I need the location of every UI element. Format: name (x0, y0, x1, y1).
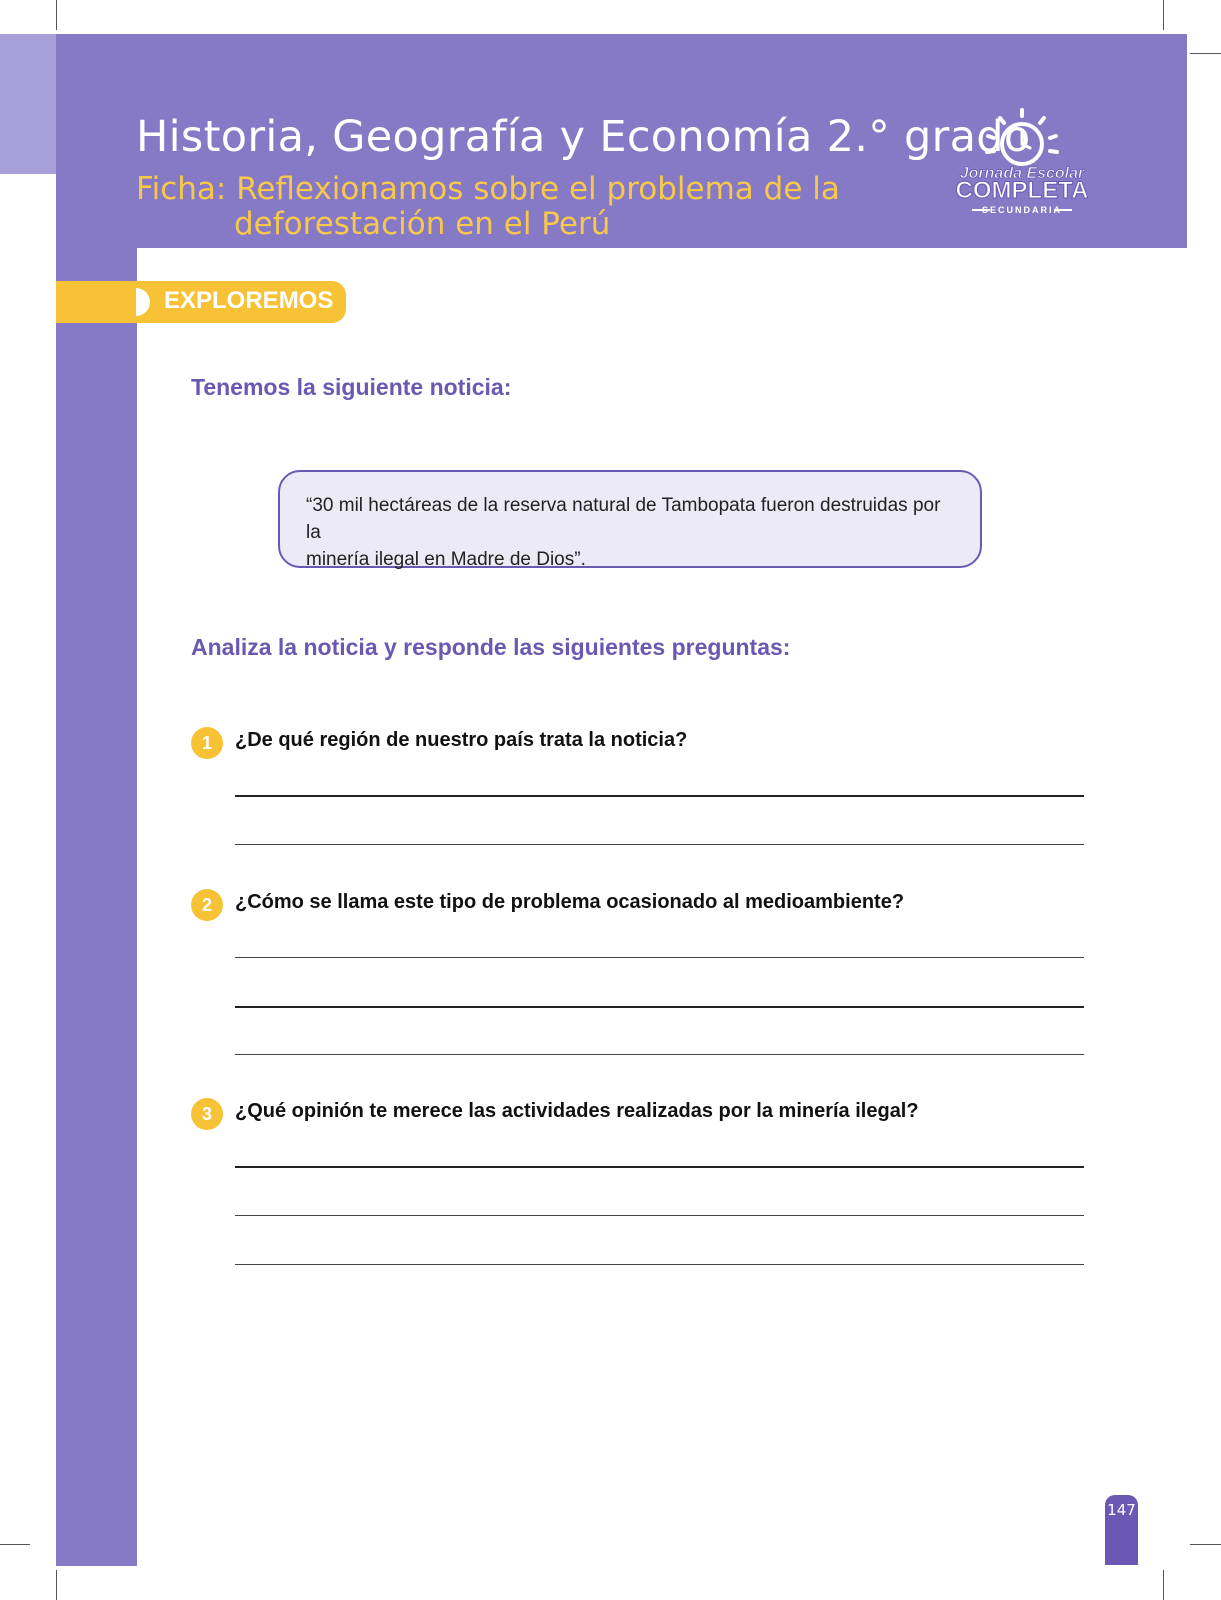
answer-line[interactable] (235, 1006, 1084, 1008)
news-line1: “30 mil hectáreas de la reserva natural de Tambopata fueron destruidas por la (306, 495, 941, 543)
page-number: 147 (1107, 1501, 1136, 1519)
question-number-badge: 3 (191, 1098, 223, 1130)
subtitle-prefix: Ficha: (136, 171, 227, 207)
question-text: ¿De qué región de nuestro país trata la noticia? (235, 729, 688, 751)
question-number-badge: 2 (191, 889, 223, 921)
answer-line[interactable] (235, 1054, 1084, 1055)
news-quote (306, 492, 956, 573)
page-number-tab (1105, 1495, 1138, 1565)
sun-clock-icon (987, 110, 1057, 164)
left-band (56, 34, 137, 1566)
answer-line[interactable] (235, 795, 1084, 797)
news-line2: minería ilegal en Madre de Dios”. (306, 549, 586, 570)
worksheet-subtitle (136, 172, 840, 242)
answer-line[interactable] (235, 1166, 1084, 1168)
instructions-heading: Analiza la noticia y responde las siguientes preguntas: (191, 634, 791, 660)
jornada-escolar-logo (942, 104, 1102, 222)
crop-mark (1163, 1570, 1164, 1600)
section-tab (56, 281, 346, 323)
crop-mark (56, 1570, 57, 1600)
crop-mark (0, 1544, 30, 1545)
crop-mark (1190, 53, 1221, 54)
logo-line1: Jornada Escolar (959, 165, 1085, 182)
half-circle-marker (136, 288, 150, 316)
answer-line[interactable] (235, 957, 1084, 958)
news-quote-box (278, 470, 982, 568)
question-text: ¿Qué opinión te merece las actividades realizadas por la minería ilegal? (235, 1100, 919, 1122)
question-number-badge: 1 (191, 727, 223, 759)
logo-line2: COMPLETA (955, 177, 1089, 204)
answer-line[interactable] (235, 1264, 1084, 1265)
crop-mark (1190, 1544, 1221, 1545)
crop-mark (56, 0, 57, 30)
answer-line[interactable] (235, 844, 1084, 845)
answer-line[interactable] (235, 1215, 1084, 1216)
section-label: EXPLOREMOS (164, 287, 334, 314)
page-title: Historia, Geografía y Economía 2.° grado (136, 112, 1031, 162)
question-text: ¿Cómo se llama este tipo de problema ocasionado al medioambiente? (235, 891, 905, 913)
logo-line3: SECUNDARIA (981, 205, 1063, 215)
crop-mark (1163, 0, 1164, 30)
subtitle-line2: deforestación en el Perú (234, 206, 611, 242)
subtitle-line1: Reflexionamos sobre el problema de la (236, 171, 840, 207)
page-edge-tab (0, 34, 56, 174)
intro-heading: Tenemos la siguiente noticia: (191, 374, 512, 400)
